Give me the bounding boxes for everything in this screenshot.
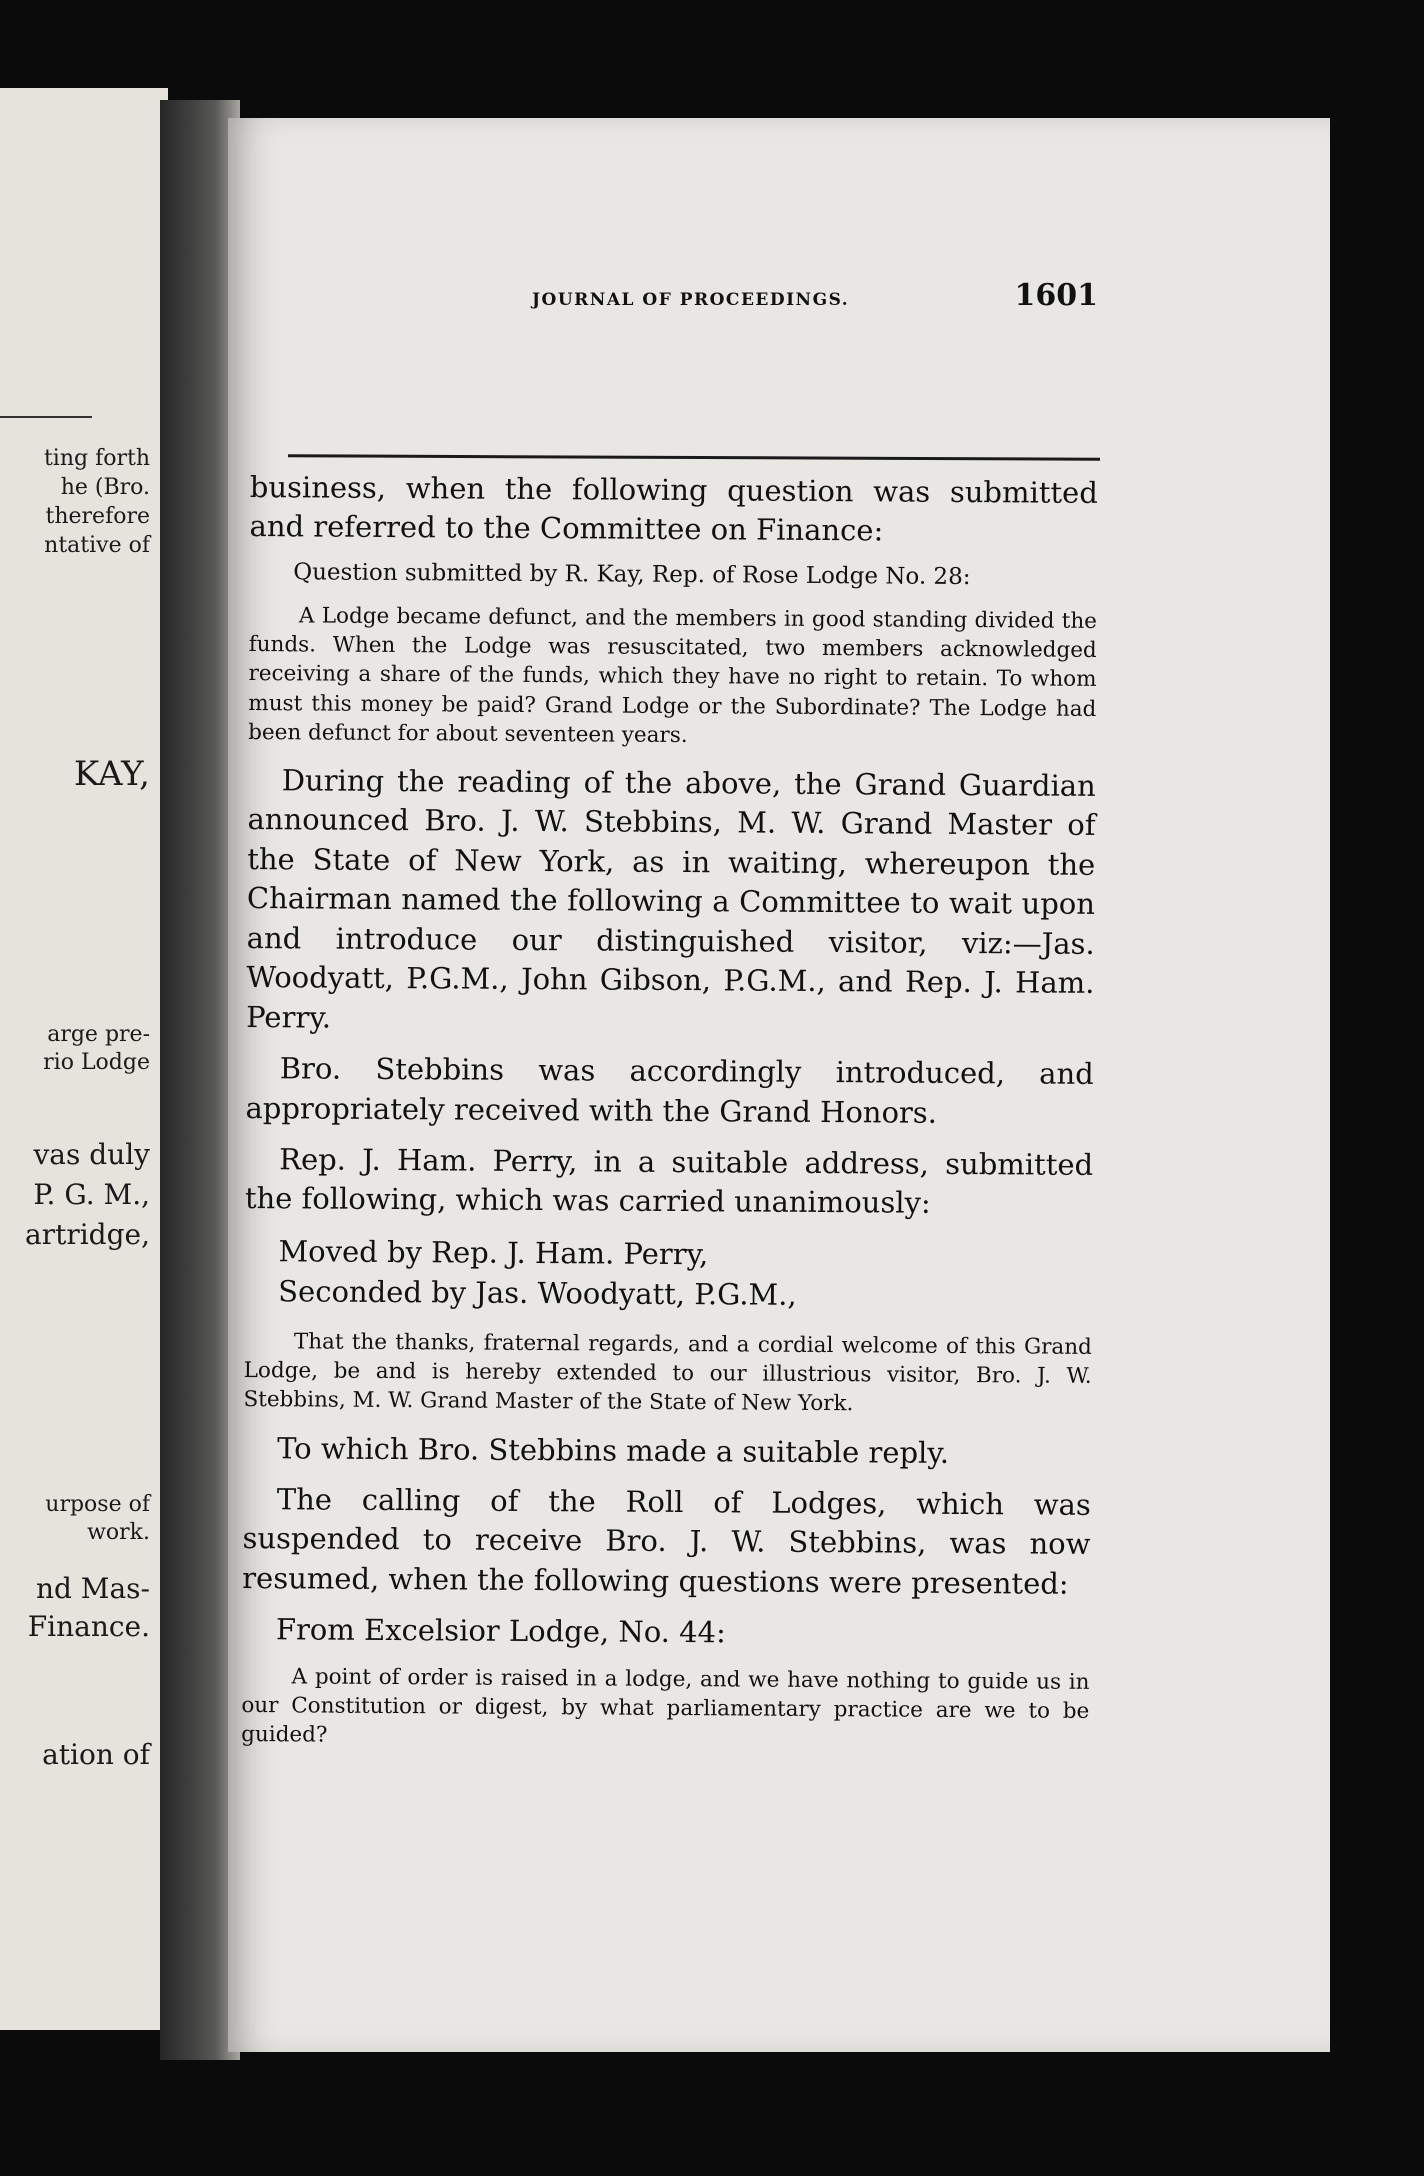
- paragraph: During the reading of the above, the Grand Guardian announced Bro. J. W. Stebbins, M. W. Grand Master of the State of New York, as in waiting, whereupon the Chairman named the following a Committee to wait upon and introduce our distinguished visitor, viz:—Jas. Woodyatt, P.G.M., John Gibson, P.G.M., and Rep. J. Ham. Perry.: [246, 763, 1096, 1035]
- paragraph: business, when the following question was submitted and referred to the Committee on Finance:: [249, 469, 1098, 548]
- question-text: A Lodge became defunct, and the members in good standing divided the funds. When the Lodge was resuscitated, two members acknowledged receiving a share of the funds, which they have no right to retain. To whom must this money be paid? Grand Lodge or the Subordinate? The Lodge had been defunct for about seventeen years.: [248, 603, 1098, 748]
- left-text-fragment: P. G. M.,: [33, 1178, 150, 1211]
- left-text-fragment: ting forth: [43, 446, 150, 471]
- resolution-text: That the thanks, fraternal regards, and a cordial welcome of this Grand Lodge, be and is hereby extended to our illustrious visitor, Bro. J. W. Stebbins, M. W. Grand Master of the State of New York.: [243, 1329, 1092, 1417]
- left-text-fragment: nd Mas-: [35, 1572, 150, 1605]
- left-page-fragment: [0, 88, 168, 2030]
- left-text-fragment: rio Lodge: [43, 1050, 150, 1075]
- page-number: 1601: [1014, 278, 1098, 313]
- paragraph: Bro. Stebbins was accordingly introduced, and appropriately received with the Grand Honors.: [245, 1051, 1094, 1130]
- left-text-fragment: he (Bro.: [60, 475, 150, 500]
- left-text-fragment: urpose of: [45, 1492, 150, 1517]
- left-text-fragment: therefore: [45, 504, 150, 529]
- seconded-by-line: Seconded by Jas. Woodyatt, P.G.M.,: [278, 1274, 797, 1312]
- left-text-fragment: KAY,: [73, 754, 150, 794]
- question-text: A point of order is raised in a lodge, and we have nothing to guide us in our Constitution or digest, by what parliamentary practice are we to be guided?: [241, 1664, 1090, 1748]
- left-page-rule: [0, 416, 92, 418]
- page-body: [241, 468, 1098, 1769]
- left-text-fragment: artridge,: [25, 1218, 150, 1251]
- left-text-fragment: work.: [87, 1520, 150, 1545]
- paragraph: To which Bro. Stebbins made a suitable reply.: [277, 1430, 950, 1470]
- question-heading: Question submitted by R. Kay, Rep. of Rose Lodge No. 28:: [293, 559, 971, 590]
- running-title: JOURNAL OF PROCEEDINGS.: [532, 290, 850, 310]
- question-heading: From Excelsior Lodge, No. 44:: [275, 1612, 726, 1650]
- moved-by-line: Moved by Rep. J. Ham. Perry,: [278, 1234, 709, 1272]
- left-text-fragment: vas duly: [33, 1138, 150, 1171]
- left-text-fragment: ntative of: [44, 533, 150, 558]
- left-text-fragment: Finance.: [27, 1610, 150, 1643]
- paragraph: Rep. J. Ham. Perry, in a suitable address, submitted the following, which was carried unanimously:: [244, 1142, 1094, 1221]
- page-header: [532, 272, 1098, 332]
- paragraph: The calling of the Roll of Lodges, which was suspended to receive Bro. J. W. Stebbins, was now resumed, when the following questions were presented:: [242, 1482, 1091, 1601]
- left-text-fragment: arge pre-: [47, 1022, 150, 1047]
- left-text-fragment: ation of: [42, 1738, 150, 1771]
